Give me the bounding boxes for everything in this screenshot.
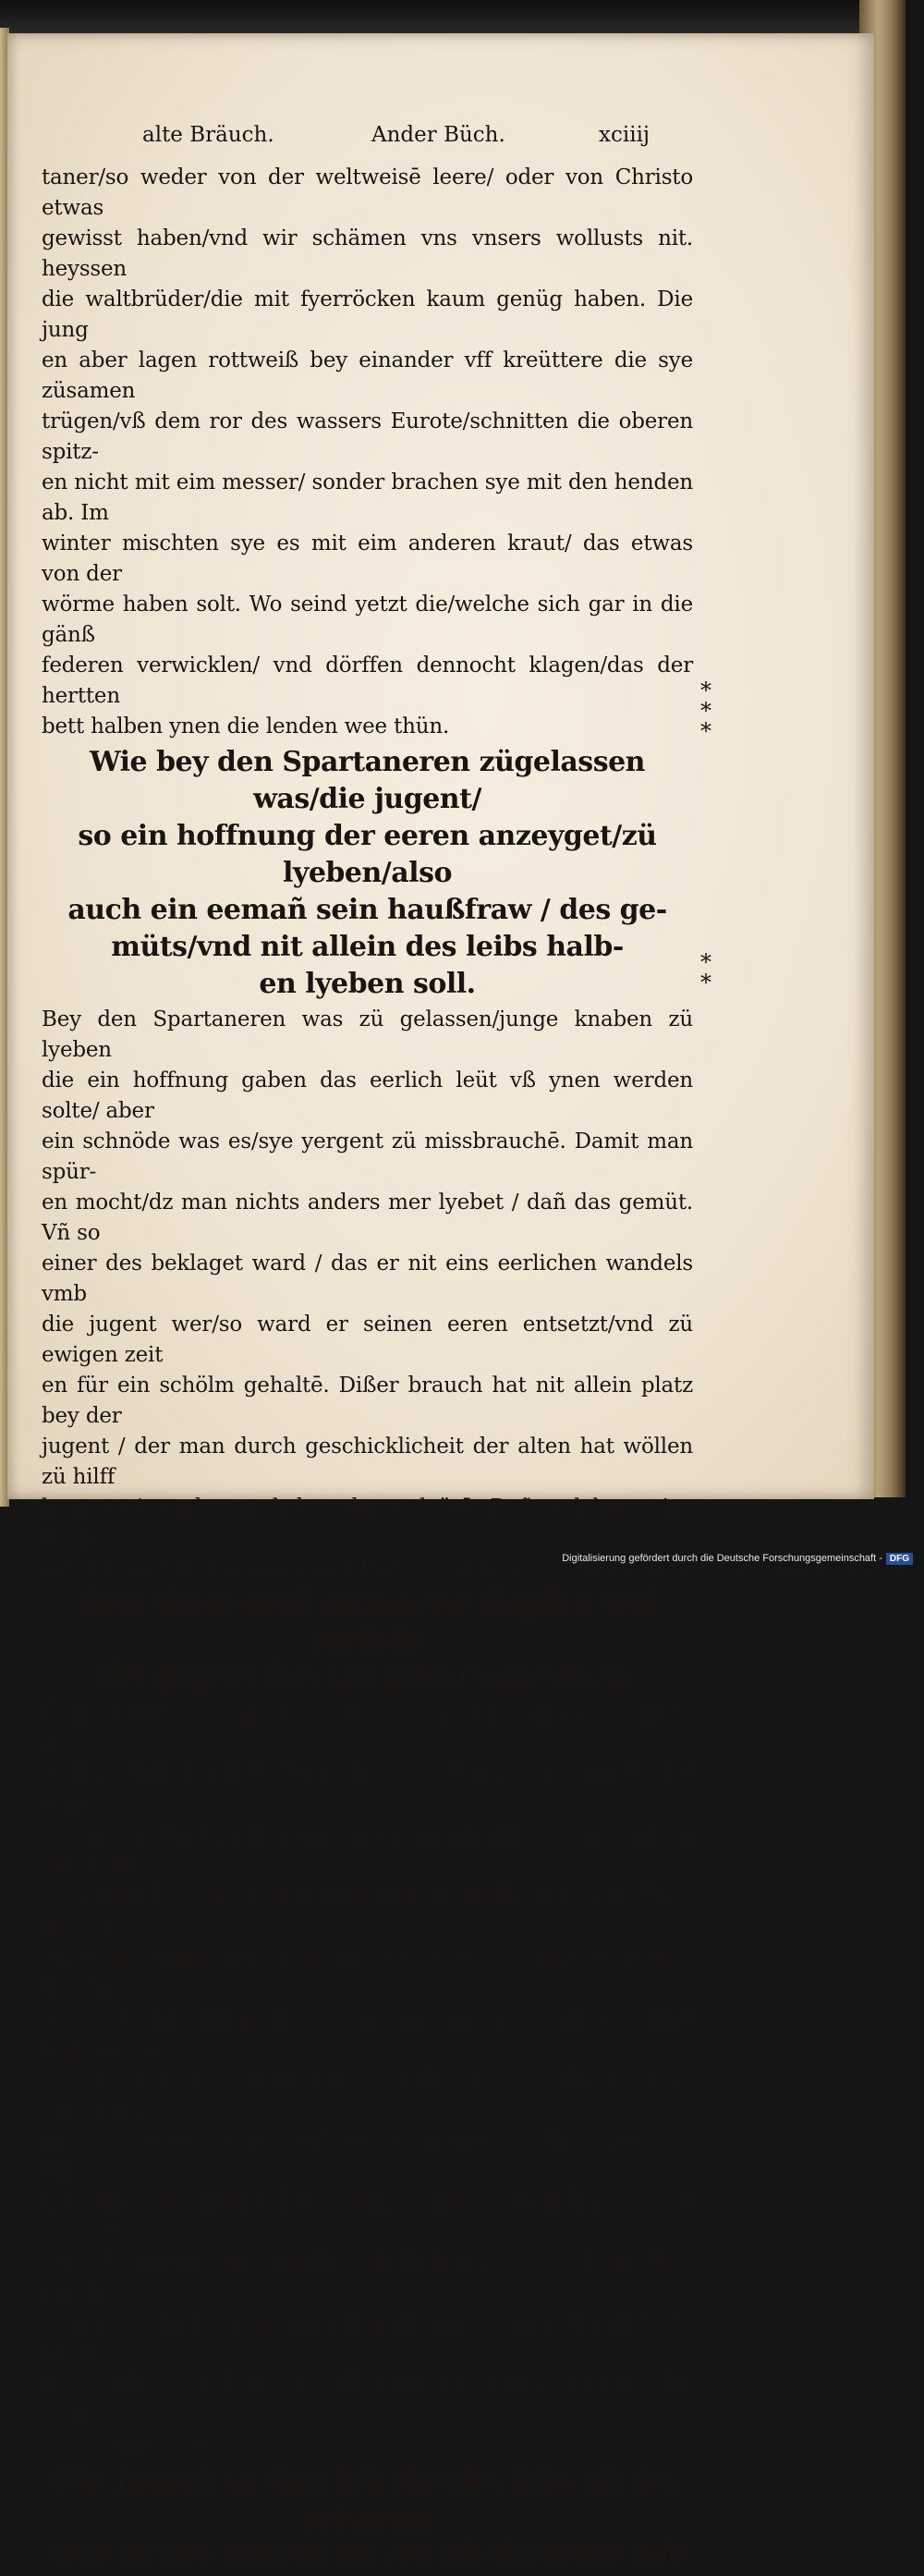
text-line: straffwürdig ist? — [42, 2434, 217, 2458]
text-line: ein schnöde was es/sye yergent zü missbrauchē. Damit man spür- — [42, 1129, 693, 1184]
marginal-asterisk: * — [700, 698, 711, 724]
text-line: Es ist der brauch gewest bey den Spartaneren/so die jungē ge- — [42, 1702, 693, 1756]
text-line: jugent / der man durch geschicklicheit der alten hat wöllen zü hilff — [42, 1435, 693, 1489]
book-top-edge — [0, 0, 859, 35]
marginal-asterisks-2 — [700, 949, 711, 995]
marginal-asterisk: * — [700, 949, 711, 975]
text-line: einer des beklaget ward / das er nit eins eerlichen wandels vmb — [42, 1251, 693, 1306]
text-line: Bey den Spartaneren was zü gelassen/junge knaben zü lyeben — [42, 1007, 693, 1062]
text-line: en/wo sye hyn wolten/vñ was ir geschäfft weren. Vnd so einer nit — [42, 1824, 693, 1878]
dfg-logo: DFG — [886, 1553, 913, 1565]
heading-line: so ein hoffnung der eeren anzeyget/zü lyeben/also — [78, 820, 657, 889]
body-paragraph — [42, 1699, 693, 2461]
text-line: antwort/oder loß vrsach anzeyget/so strafft man yn. Auch weñ ein — [42, 1885, 693, 1939]
text-line: meer lyebet/dañ ir gemüt/der hatt sye nicht recht lieb. — [42, 1557, 621, 1581]
text-line: die ein hoffnung gaben das eerlich leüt vß ynen werden solte/ aber — [42, 1068, 693, 1123]
text-line: die waltbrüder/die mit fyerröcken kaum genüg haben. Die jung — [42, 287, 693, 342]
credit-text: Digitalisierung gefördert durch die Deutsche Forschungsgemeinschaft - — [562, 1553, 882, 1564]
text-block — [42, 163, 693, 2576]
heading-line: Wie bey den Spartaneren zügelassen was/die jugent/ — [89, 746, 645, 815]
text-line: kummen/ sonder auch bey den eeleütē. Dañ welcher seins weibs leib — [42, 1496, 693, 1550]
running-head-center: Ander Büch. — [371, 123, 505, 147]
body-paragraph — [42, 1005, 693, 1584]
text-line: winter mischten sye es mit eim anderen kraut/ das etwas von der — [42, 531, 693, 586]
text-line: en aber lagen rottweiß bey einander vff kreüttere die sye züsamen — [42, 348, 693, 403]
text-line: federen verwicklen/ vnd dörffen dennocht klagen/das der hertten — [42, 653, 693, 708]
text-line: en mocht/dz man nichts anders mer lyebet / dañ das gemüt. Vñ so — [42, 1190, 693, 1245]
text-line: wörme haben solt. Wo seind yetzt die/welche sich gar in die gänß — [42, 592, 693, 647]
section-heading — [42, 2463, 693, 2574]
text-line: bett halben ynen die lenden wee thün. — [42, 714, 450, 739]
text-line: taner/so weder von der weltweisē leere/ oder von Christo etwas — [42, 165, 693, 220]
heading-line: auch ein eemañ sein haußfraw / des ge- — [67, 894, 667, 926]
heading-line: der jugent das sye gehorsam seyen. — [99, 1662, 636, 1694]
text-line: en für ein schölm gehaltē. Dißer brauch hat nit allein platz bey der — [42, 1373, 693, 1428]
heading-line: en lyeben soll. — [259, 968, 476, 1000]
running-head — [142, 123, 660, 153]
heading-line: sich zü der tugent nit zeücht/da seind alle — [49, 2539, 686, 2571]
marginal-asterisk: * — [700, 718, 711, 744]
heading-line: müts/vnd nit allein des leibs halb- — [111, 931, 624, 963]
text-line: Alter ein jungē sah vngeschickt sein/vñ yn nicht straffet/so was er/ — [42, 1946, 693, 2000]
section-heading — [42, 1586, 693, 1697]
text-line: trügen/vß dem ror des wassers Eurote/schnitten die oberen spitz- — [42, 409, 693, 464]
text-line: uor zü warnen/oder straffen. Darumb müstē die Alten eben vffseh- — [42, 2251, 693, 2305]
text-line: en/das sye in beywesen der jugent nichts anders handelten / dann — [42, 2312, 693, 2366]
digitization-credit — [562, 1553, 913, 1565]
heading-line: Die Jugent so durch lyebe des lobs vñ der schamm — [55, 2465, 680, 2534]
text-line: so hoch büßzfellig/als ob er die missz handlūg selbst begangē. Wel — [42, 2007, 693, 2061]
folio-number: xciiij — [599, 123, 650, 147]
running-head-left: alte Bräuch. — [142, 123, 274, 147]
text-line: was eerlich wer. Dañ wie will einer ein anderē straffen / der selbst — [42, 2373, 693, 2427]
heading-line: Den Alten steet zü/das sye dapffer vnd eerlich/ — [78, 1588, 657, 1657]
section-heading — [42, 744, 693, 1003]
text-line: gewisst haben/vnd wir schämen vns vnsers wollusts nit. heyssen — [42, 226, 693, 281]
text-line: cher aber vß den jungen nicht leidē wolt das die alten yn straffren / — [42, 2068, 693, 2122]
marginal-asterisk: * — [700, 970, 711, 995]
text-line: sellen yergent hyn woltē geen/dz sye von den alten gefraget wurd- — [42, 1763, 693, 1817]
text-line: en nicht mit eim messer/ sonder brachen sye mit den henden ab. Im — [42, 470, 693, 525]
marginal-asterisks-1 — [700, 678, 711, 744]
text-line: handlung der jugent denen zügeschriben / welchen züsteet sye dar- — [42, 2190, 693, 2244]
body-paragraph — [42, 163, 693, 742]
text-line: der was in grosszem spott vñ verachtung. Billich würt die missz- — [42, 2129, 693, 2183]
text-line: die jugent wer/so ward er seinen eeren entsetzt/vnd zü ewigen zeit — [42, 1312, 693, 1367]
marginal-asterisk: * — [700, 678, 711, 703]
